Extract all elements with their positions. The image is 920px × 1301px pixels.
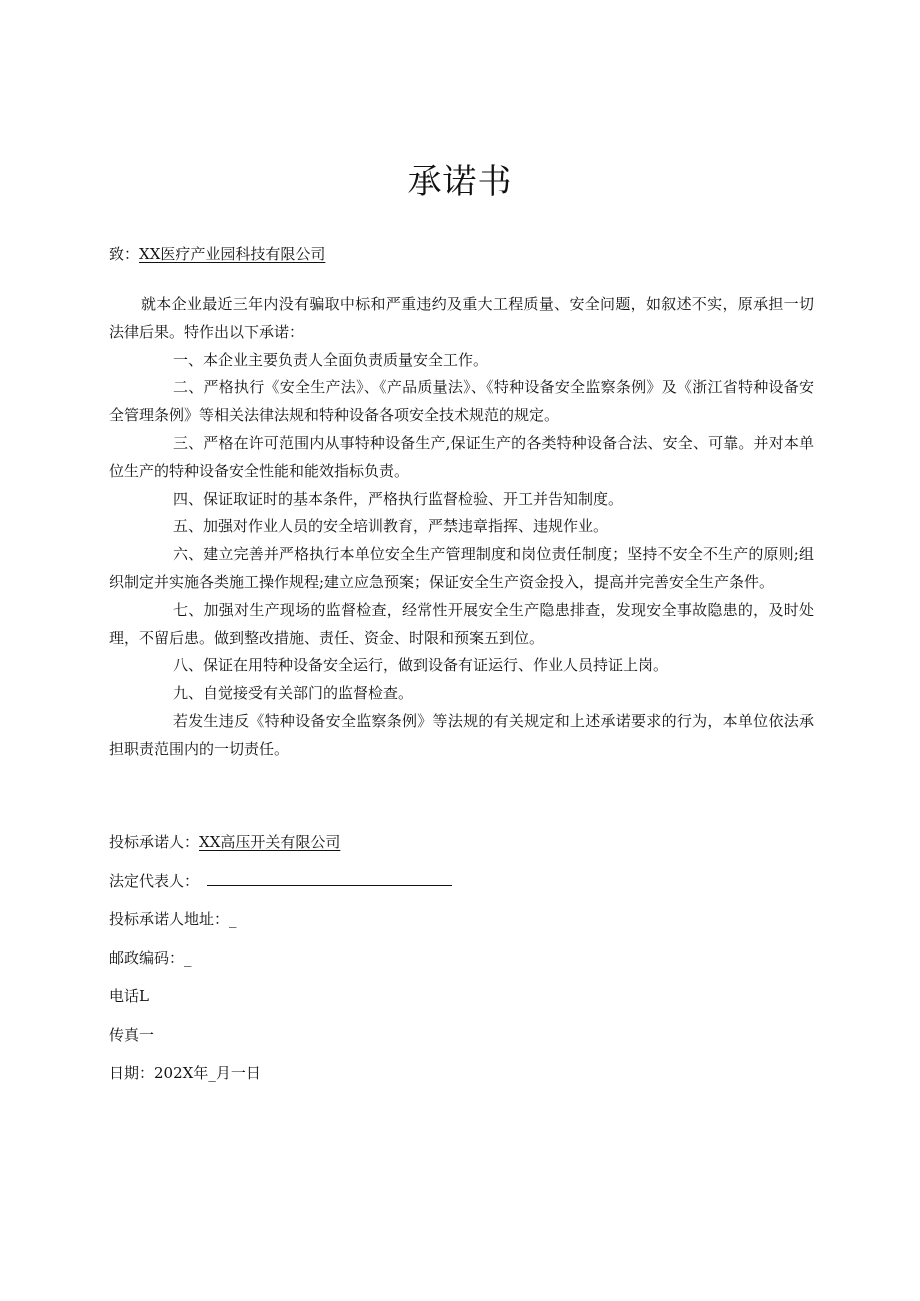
commitment-item-1: 一、本企业主要负责人全面负责质量安全工作。 — [173, 350, 489, 369]
signature-block — [109, 829, 452, 1099]
fax-label: 传真一 — [109, 1025, 155, 1044]
date-label: 日期： — [109, 1064, 155, 1082]
fax-line — [109, 1022, 452, 1061]
phone-label: 电话L — [109, 987, 149, 1005]
commitment-item-5: 五、加强对作业人员的安全培训教育，严禁违章指挥、违规作业。 — [173, 517, 609, 536]
legal-rep-blank — [207, 871, 452, 886]
commitment-item-2: 二、严格执行《安全生产法》、《产品质量法》、《特种设备安全监察条例》及《浙江省特种设备安全管理条例》等相关法律法规和特种设备各项安全技术规范的规定。 — [109, 378, 814, 425]
date-value: 202X年_月一日 — [154, 1064, 261, 1082]
addressee-line — [109, 242, 325, 266]
commitment-item-6: 六、建立完善并严格执行本单位安全生产管理制度和岗位责任制度；坚持不安全不生产的原则;组织制定并实施各类施工操作规程;建立应急预案；保证安全生产资金投入，提高并完善安全生产条件。 — [109, 545, 814, 591]
intro-paragraph: 就本企业最近三年内没有骗取中标和严重违约及重大工程质量、安全问题，如叙述不实，原承担一切法律后果。特作出以下承诺： — [109, 295, 814, 341]
legal-rep-label: 法定代表人： — [109, 871, 200, 890]
postcode-label: 邮政编码：_ — [109, 948, 192, 967]
bidder-line — [109, 829, 452, 868]
page-title: 承诺书 — [407, 162, 513, 202]
commitment-item-7: 七、加强对生产现场的监督检查，经常性开展安全生产隐患排查，发现安全事故隐患的，及时处理，不留后患。做到整改措施、责任、资金、时限和预案五到位。 — [109, 600, 814, 647]
commitment-item-4: 四、保证取证时的基本条件，严格执行监督检验、开工并告知制度。 — [173, 489, 624, 508]
commitment-item-9: 九、自觉接受有关部门的监督检查。 — [173, 684, 414, 703]
addressee-name: XX医疗产业园科技有限公司 — [139, 245, 326, 263]
commitment-item-8: 八、保证在用特种设备安全运行，做到设备有证运行、作业人员持证上岗。 — [173, 656, 669, 675]
legal-rep-line — [109, 868, 452, 907]
postcode-line — [109, 945, 452, 984]
phone-line — [109, 983, 452, 1022]
commitment-item-3: 三、严格在许可范围内从事特种设备生产,保证生产的各类特种设备合法、安全、可靠。并对本单位生产的特种设备安全性能和能效指标负责。 — [109, 433, 814, 480]
commitment-body — [109, 291, 814, 764]
closing-paragraph: 若发生违反《特种设备安全监察条例》等法规的有关规定和上述承诺要求的行为，本单位依法承担职责范围内的一切责任。 — [109, 711, 814, 758]
address-label: 投标承诺人地址：_ — [109, 910, 237, 928]
date-line — [109, 1060, 452, 1099]
bidder-value: XX高压开关有限公司 — [199, 833, 341, 851]
address-line — [109, 906, 452, 945]
addressee-prefix: 致： — [109, 245, 140, 263]
bidder-label: 投标承诺人： — [109, 833, 200, 851]
